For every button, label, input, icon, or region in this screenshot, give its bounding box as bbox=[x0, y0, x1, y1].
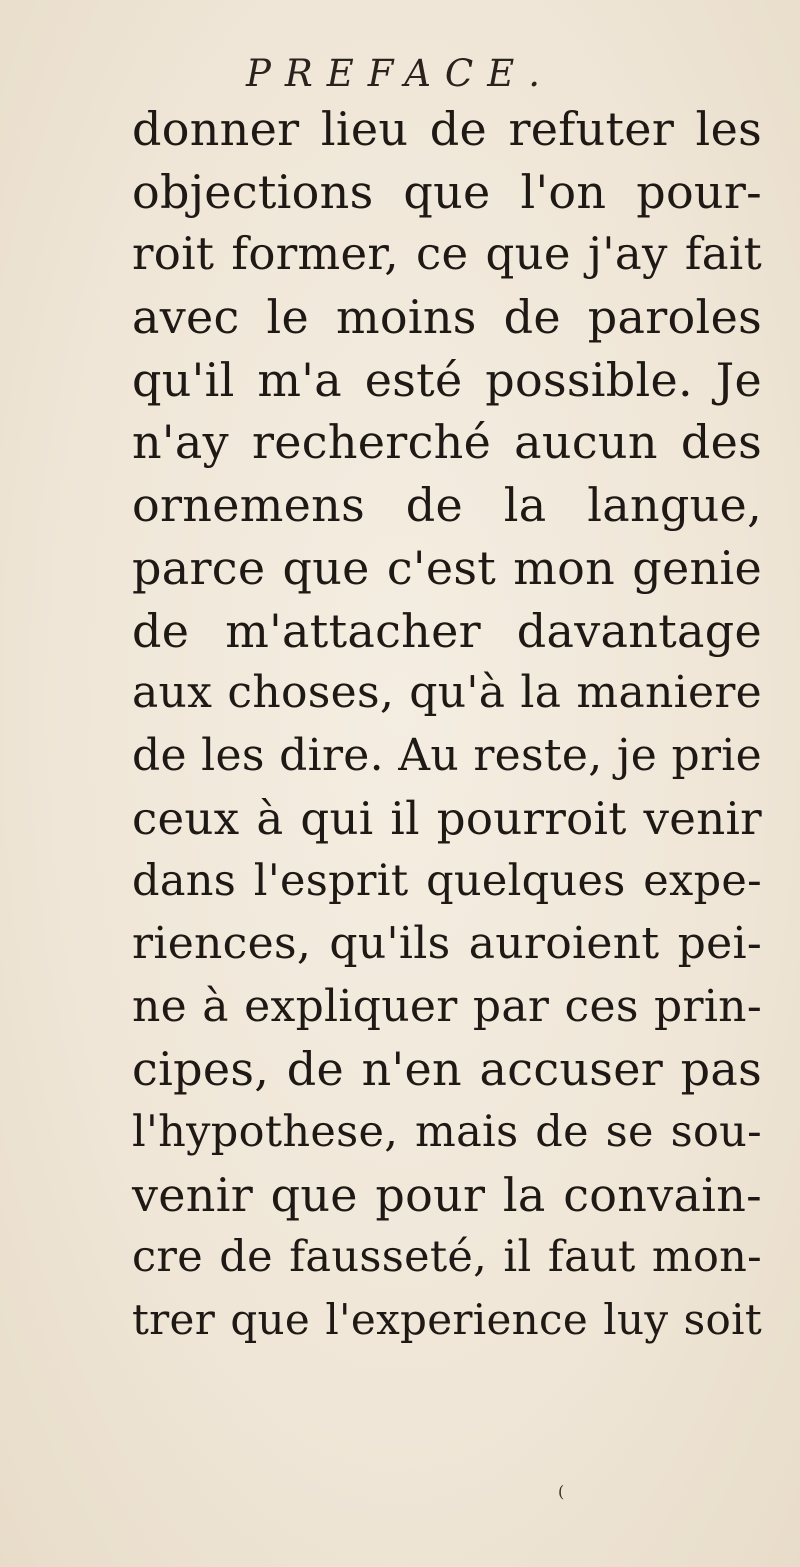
text-line: aux choses, qu'à la maniere bbox=[132, 667, 762, 719]
text-line: parce que c'est mon genie bbox=[132, 540, 762, 595]
text-line: ceux à qui il pourroit venir bbox=[132, 791, 762, 845]
text-line: dans l'esprit quelques expe- bbox=[132, 856, 762, 907]
running-head: PREFACE. bbox=[245, 52, 555, 95]
text-line: l'hypothese, mais de se sou- bbox=[132, 1107, 762, 1157]
footer-mark: ( bbox=[558, 1482, 565, 1501]
text-line: ornemens de la langue, bbox=[132, 478, 762, 533]
body-text bbox=[132, 98, 762, 1352]
text-line: qu'il m'a esté possible. Je bbox=[132, 352, 762, 407]
text-line: trer que l'experience luy soit bbox=[132, 1295, 762, 1345]
text-line: de m'attacher davantage bbox=[132, 603, 762, 658]
text-line: objections que l'on pour- bbox=[132, 164, 762, 219]
text-line: de les dire. Au reste, je prie bbox=[132, 729, 762, 781]
text-line: cipes, de n'en accuser pas bbox=[132, 1042, 762, 1097]
text-line: riences, qu'ils auroient pei- bbox=[132, 917, 762, 969]
text-line: donner lieu de refuter les bbox=[132, 102, 762, 156]
text-line: n'ay recherché aucun des bbox=[132, 415, 762, 470]
text-line: avec le moins de paroles bbox=[132, 290, 762, 345]
text-line: venir que pour la convain- bbox=[132, 1167, 762, 1222]
text-line: cre de fausseté, il faut mon- bbox=[132, 1232, 762, 1283]
text-line: ne à expliquer par ces prin- bbox=[132, 980, 762, 1032]
text-line: roit former, ce que j'ay fait bbox=[132, 227, 762, 281]
